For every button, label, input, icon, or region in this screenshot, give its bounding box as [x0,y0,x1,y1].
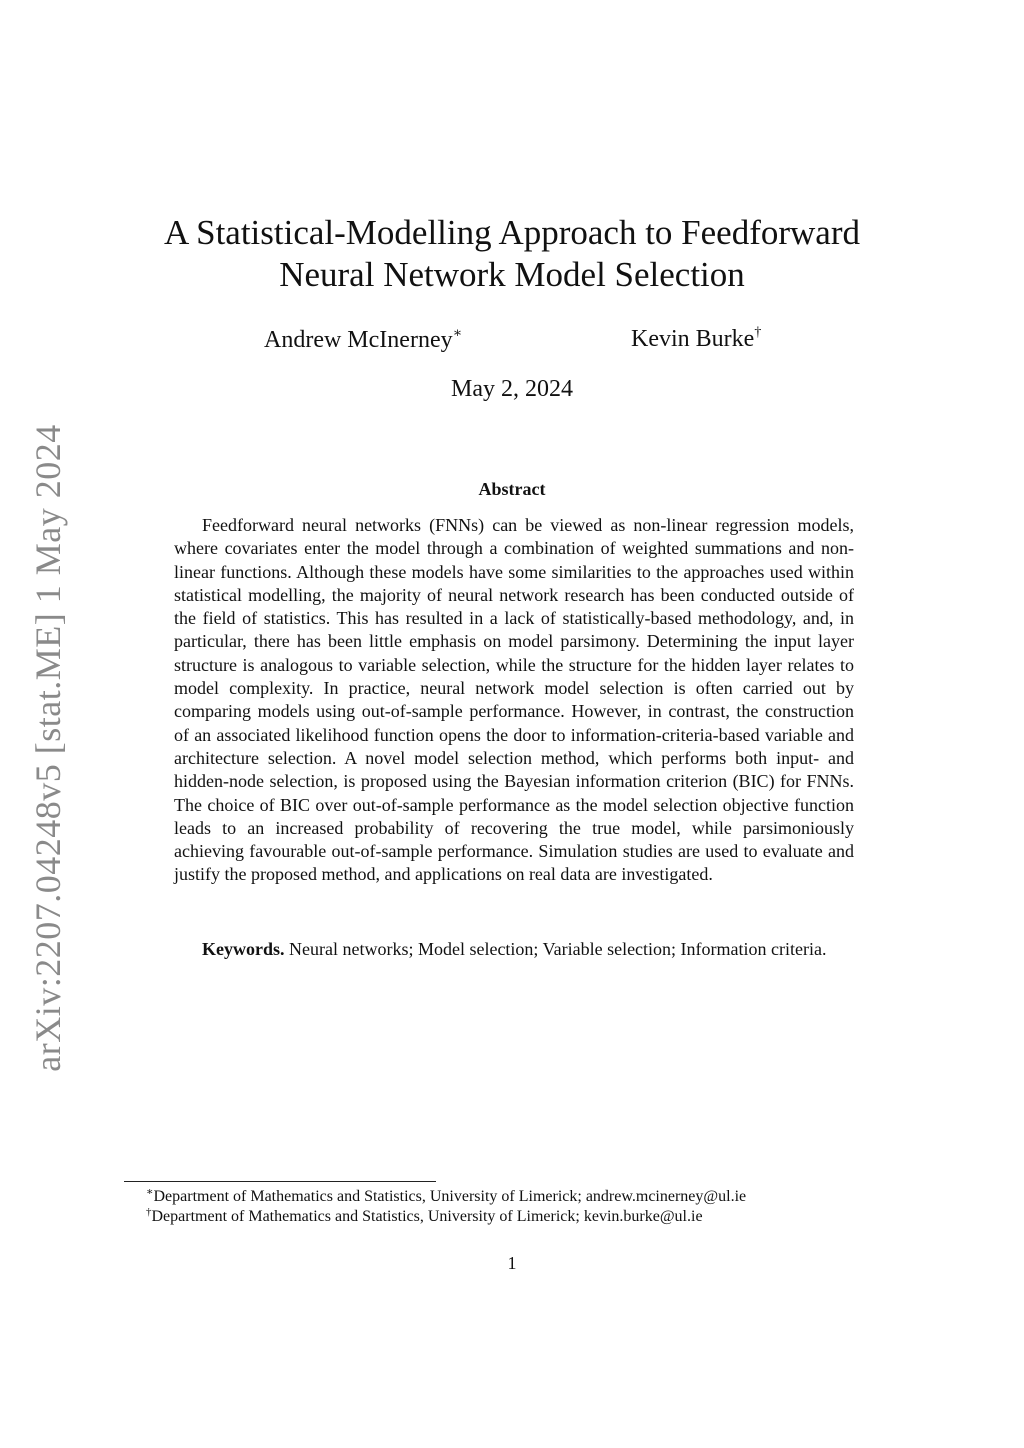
paper-title-line-1: A Statistical-Modelling Approach to Feedforward [164,213,860,252]
abstract-heading: Abstract [478,479,546,499]
paper-title [0,212,1024,296]
footnote-2-text: Department of Mathematics and Statistics, University of Limerick; kevin.burke@ul.ie [151,1208,703,1225]
author-2-mark: † [754,325,762,340]
footnote-1-text: Department of Mathematics and Statistics, University of Limerick; andrew.mcinerney@ul.ie [153,1188,747,1205]
author-1-name: Andrew McInerney [264,327,453,353]
footnote-2 [146,1206,703,1226]
author-1 [264,325,462,354]
keywords-label: Keywords. [202,939,285,959]
paper-title-line-2: Neural Network Model Selection [279,255,745,294]
arxiv-watermark: arXiv:2207.04248v5 [stat.ME] 1 May 2024 [28,424,68,1072]
abstract-body: Feedforward neural networks (FNNs) can be viewed as non-linear regression models, where covariates enter the model through a combination of weighted summations and non-linear functions. Although these models have some similarities to the approaches used within statistical modelling, the majority of neural network research has been conducted outside of the field of statistics. This has resulted in a lack of statistically-based methodology, and, in particular, there has been little emphasis on model parsimony. Determining the input layer structure is analogous to variable selection, while the structure for the hidden layer relates to model complexity. In practice, neural network model selection is often carried out by comparing models using out-of-sample performance. However, in contrast, the construction of an associated likelihood function opens the door to information-criteria-based variable and architecture selection. A novel model selection method, which performs both input- and hidden-node selection, is proposed using the Bayesian information criterion (BIC) for FNNs. The choice of BIC over out-of-sample performance as the model selection objective function leads to an increased probability of recovering the true model, while parsimoniously achieving favourable out-of-sample performance. Simulation studies are used to evaluate and justify the proposed method, and applications on real data are investigated. [174,515,854,885]
footnote-1 [146,1185,746,1206]
author-1-mark: ∗ [452,326,463,341]
footnote-2-mark: † [146,1206,152,1218]
publication-date: May 2, 2024 [451,376,573,402]
footnote-rule [124,1181,436,1182]
author-2-name: Kevin Burke [631,326,755,352]
author-2 [631,325,761,353]
footnote-1-mark: ∗ [146,1186,154,1198]
page-number: 1 [507,1253,517,1273]
keywords-text: Neural networks; Model selection; Variable selection; Information criteria. [289,939,827,959]
keywords [174,938,854,961]
